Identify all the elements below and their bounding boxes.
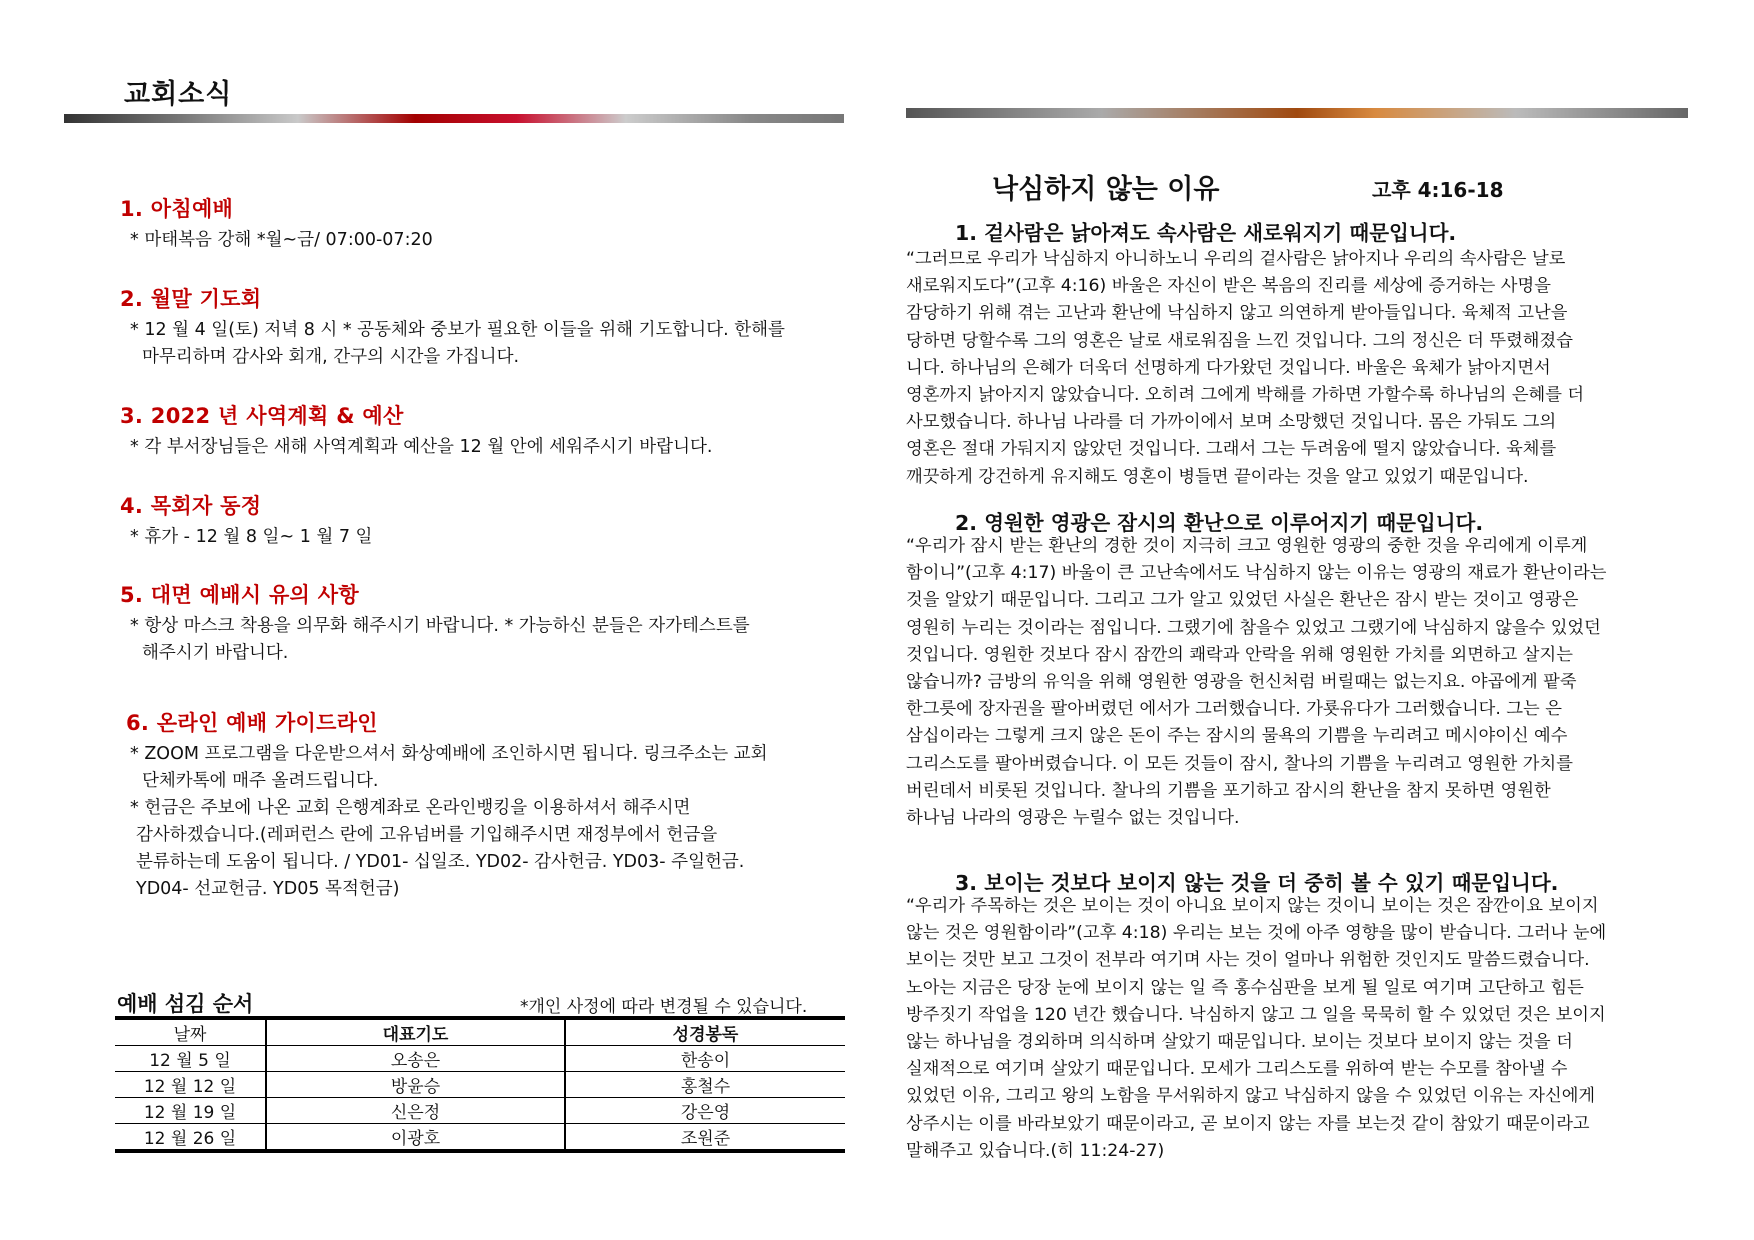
- paragraph-line: 하나님 나라의 영광은 누릴수 없는 것입니다.: [906, 808, 1240, 829]
- news-section-2: [120, 283, 785, 371]
- cell-prayer: 신은정: [266, 1098, 565, 1124]
- news-line: * 마태복음 강해 *월~금/ 07:00-07:20: [130, 230, 433, 250]
- news-line: * 헌금은 주보에 나온 교회 은행계좌로 온라인뱅킹을 이용하셔서 해주시면: [130, 798, 691, 818]
- paragraph-line: 방주짓기 작업을 120 년간 했습니다. 낙심하지 않고 그 일을 묵묵히 할 수 있었던 것은 보이지: [906, 1004, 1606, 1025]
- cell-reading: 조원준: [680, 1129, 731, 1149]
- paragraph-line: 새로워지도다”(고후 4:16) 바울은 자신이 받은 복음의 진리를 세상에 증거하는 사명을: [906, 276, 1551, 297]
- news-section-3: [120, 400, 712, 461]
- news-section-4: [120, 490, 372, 551]
- news-heading: 4. 목회자 동정: [120, 494, 262, 518]
- sermon-paragraph-2: [906, 533, 1688, 832]
- cell-reading: 한송이: [680, 1051, 731, 1071]
- paragraph-line: 버린데서 비롯된 것입니다. 찰나의 기쁨을 포기하고 잠시의 환난을 참지 못하면 영원한: [906, 780, 1551, 801]
- paragraph-line: 않는 하나님을 경외하며 의식하며 살았기 때문입니다. 보이는 것보다 보이지 않는 것을 더: [906, 1032, 1573, 1053]
- paragraph-line: 그리스도를 팔아버렸습니다. 이 모든 것들이 잠시, 찰나의 기쁨을 누리려고 영원한 가치를: [906, 753, 1573, 774]
- paragraph-line: “우리가 주목하는 것은 보이는 것이 아니요 보이지 않는 것이니 보이는 것은 잠깐이요 보이지: [906, 896, 1599, 916]
- paragraph-line: 노아는 지금은 당장 눈에 보이지 않는 일 즉 홍수심판을 보게 될 일로 여기며 고단하고 힘든: [906, 977, 1584, 998]
- paragraph-line: 삼십이라는 그렇게 크지 않은 돈이 주는 잠시의 물욕의 기쁨을 누리려고 메시야이신 예수: [906, 726, 1568, 747]
- header-prayer: 대표기도: [266, 1018, 565, 1046]
- news-line: 해주시기 바랍니다.: [142, 643, 289, 663]
- paragraph-line: 감당하기 위해 겪는 고난과 환난에 낙심하지 않고 의연하게 받아들입니다. 육체적 고난을: [906, 303, 1568, 324]
- paragraph-line: 당하면 당할수록 그의 영혼은 날로 새로워짐을 느낀 것입니다. 그의 정신은 더 뚜렸해졌습: [906, 330, 1573, 351]
- news-heading: 6. 온라인 예배 가이드라인: [126, 711, 378, 735]
- paragraph-line: 니다. 하나님의 은혜가 더욱더 선명하게 다가왔던 것입니다. 바울은 육체가 낡아지면서: [906, 357, 1551, 378]
- news-heading: 1. 아침예배: [120, 197, 234, 221]
- sermon-point-heading: 2. 영원한 영광은 잠시의 환난으로 이루어지기 때문입니다.: [955, 511, 1484, 535]
- sermon-title: 낙심하지 않는 이유: [992, 174, 1220, 205]
- paragraph-line: 영혼은 절대 가둬지지 않았던 것입니다. 그래서 그는 두려움에 떨지 않았습니다. 육체를: [906, 439, 1557, 460]
- sermon-reference: 고후 4:16-18: [1372, 178, 1504, 202]
- paragraph-line: 함이니”(고후 4:17) 바울이 큰 고난속에서도 낙심하지 않는 이유는 영광의 재료가 환난이라는: [906, 563, 1607, 584]
- table-row: [115, 1098, 845, 1124]
- paragraph-line: 사모했습니다. 하나님 나라를 더 가까이에서 보며 소망했던 것입니다. 몸은 가둬도 그의: [906, 412, 1557, 433]
- page-title: 교회소식: [124, 79, 233, 110]
- news-line: YD04- 선교헌금. YD05 목적헌금): [136, 879, 400, 899]
- paragraph-line: 한그릇에 장자권을 팔아버렸던 에서가 그러했습니다. 가룟유다가 그러했습니다. 그는 은: [906, 699, 1562, 720]
- table-row: [115, 1072, 845, 1098]
- news-line: 마무리하며 감사와 회개, 간구의 시간을 가집니다.: [142, 347, 520, 367]
- news-heading: 2. 월말 기도회: [120, 287, 262, 311]
- news-heading: 3. 2022 년 사역계획 & 예산: [120, 404, 404, 428]
- news-line: 단체카톡에 매주 올려드립니다.: [142, 771, 379, 791]
- schedule-table: [115, 1016, 845, 1153]
- paragraph-line: 않는 것은 영원함이라”(고후 4:18) 우리는 보는 것에 아주 영향을 많이 받습니다. 그러나 눈에: [906, 923, 1607, 944]
- cell-prayer: 방윤승: [266, 1072, 565, 1098]
- cell-date: 12 월 5 일: [115, 1046, 266, 1072]
- cell-reading: 홍철수: [680, 1077, 731, 1097]
- sermon-point-heading: 1. 겉사람은 낡아져도 속사람은 새로워지기 때문입니다.: [955, 221, 1457, 245]
- cell-prayer: 오송은: [266, 1046, 565, 1072]
- cell-prayer: 이광호: [266, 1124, 565, 1152]
- table-header-row: [115, 1018, 845, 1046]
- news-section-6: [126, 707, 768, 903]
- paragraph-line: 상주시는 이를 바라보았기 때문이라고, 곧 보이지 않는 자를 보는것 같이 참았기 때문이라고: [906, 1113, 1590, 1134]
- paragraph-line: 것을 알았기 때문입니다. 그리고 그가 알고 있었던 사실은 환난은 잠시 받는 것이고 영광은: [906, 590, 1579, 611]
- paragraph-line: “그러므로 우리가 낙심하지 아니하노니 우리의 겉사람은 낡아지나 우리의 속사람은 날로: [906, 249, 1566, 269]
- paragraph-line: 있었던 이유, 그리고 왕의 노함을 무서워하지 않고 낙심하지 않을 수 있었던 이유는 자신에게: [906, 1086, 1596, 1107]
- schedule-title: 예배 섬김 순서: [117, 992, 254, 1016]
- header-divider-right: [906, 108, 1688, 118]
- news-line: * 각 부서장님들은 새해 사역계획과 예산을 12 월 안에 세워주시기 바랍니다.: [130, 437, 713, 457]
- paragraph-line: 실재적으로 여기며 살았기 때문입니다. 모세가 그리스도를 위하여 받는 수모를 참아낼 수: [906, 1059, 1568, 1080]
- cell-reading: 강은영: [680, 1103, 731, 1123]
- news-heading: 5. 대면 예배시 유의 사항: [120, 583, 359, 607]
- news-line: 감사하겠습니다.(레퍼런스 란에 고유넘버를 기입해주시면 재정부에서 헌금을: [136, 825, 718, 845]
- paragraph-line: 말해주고 있습니다.(히 11:24-27): [906, 1140, 1165, 1161]
- news-line: * ZOOM 프로그램을 다운받으셔서 화상예배에 조인하시면 됩니다. 링크주소는 교회: [130, 744, 768, 764]
- paragraph-line: 않습니까? 금방의 유익을 위해 영원한 영광을 헌신처럼 버릴때는 없는지요. 야곱에게 팥죽: [906, 672, 1577, 693]
- paragraph-line: 영혼까지 낡아지지 않았습니다. 오히려 그에게 박해를 가하면 가할수록 하나님의 은혜를 더: [906, 385, 1585, 406]
- news-line: * 항상 마스크 착용을 의무화 해주시기 바랍니다. * 가능하신 분들은 자가테스트를: [130, 616, 750, 636]
- sermon-paragraph-1: [906, 246, 1688, 491]
- table-row: [115, 1046, 845, 1072]
- schedule-note: *개인 사정에 따라 변경될 수 있습니다.: [520, 997, 808, 1017]
- sermon-point-heading: 3. 보이는 것보다 보이지 않는 것을 더 중히 볼 수 있기 때문입니다.: [955, 871, 1559, 895]
- paragraph-line: 보이는 것만 보고 그것이 전부라 여기며 사는 것이 얼마나 위험한 것인지도 말씀드렸습니다.: [906, 950, 1590, 971]
- news-line: * 휴가 - 12 월 8 일~ 1 월 7 일: [130, 527, 373, 547]
- paragraph-line: 것입니다. 영원한 것보다 잠시 잠깐의 쾌락과 안락을 위해 영원한 가치를 외면하고 살지는: [906, 644, 1573, 665]
- news-section-5: [120, 579, 750, 667]
- header-date: 날짜: [115, 1018, 266, 1046]
- news-section-1: [120, 193, 433, 254]
- cell-date: 12 월 19 일: [115, 1098, 266, 1124]
- table-row: [115, 1124, 845, 1152]
- sermon-paragraph-3: [906, 893, 1688, 1165]
- news-line: * 12 월 4 일(토) 저녁 8 시 * 공동체와 중보가 필요한 이들을 위해 기도합니다. 한해를: [130, 320, 785, 340]
- news-line: 분류하는데 도움이 됩니다. / YD01- 십일조. YD02- 감사헌금. YD03- 주일헌금.: [136, 852, 745, 872]
- header-reading: 성경봉독: [672, 1025, 739, 1045]
- paragraph-line: 영원히 누리는 것이라는 점입니다. 그랬기에 참을수 있었고 그랬기에 낙심하지 않을수 있었던: [906, 617, 1601, 638]
- paragraph-line: “우리가 잠시 받는 환난의 경한 것이 지극히 크고 영원한 영광의 중한 것을 우리에게 이루게: [906, 536, 1588, 556]
- cell-date: 12 월 26 일: [115, 1124, 266, 1152]
- paragraph-line: 깨끗하게 강건하게 유지해도 영혼이 병들면 끝이라는 것을 알고 있었기 때문입니다.: [906, 466, 1529, 487]
- header-divider-left: [64, 114, 844, 123]
- cell-date: 12 월 12 일: [115, 1072, 266, 1098]
